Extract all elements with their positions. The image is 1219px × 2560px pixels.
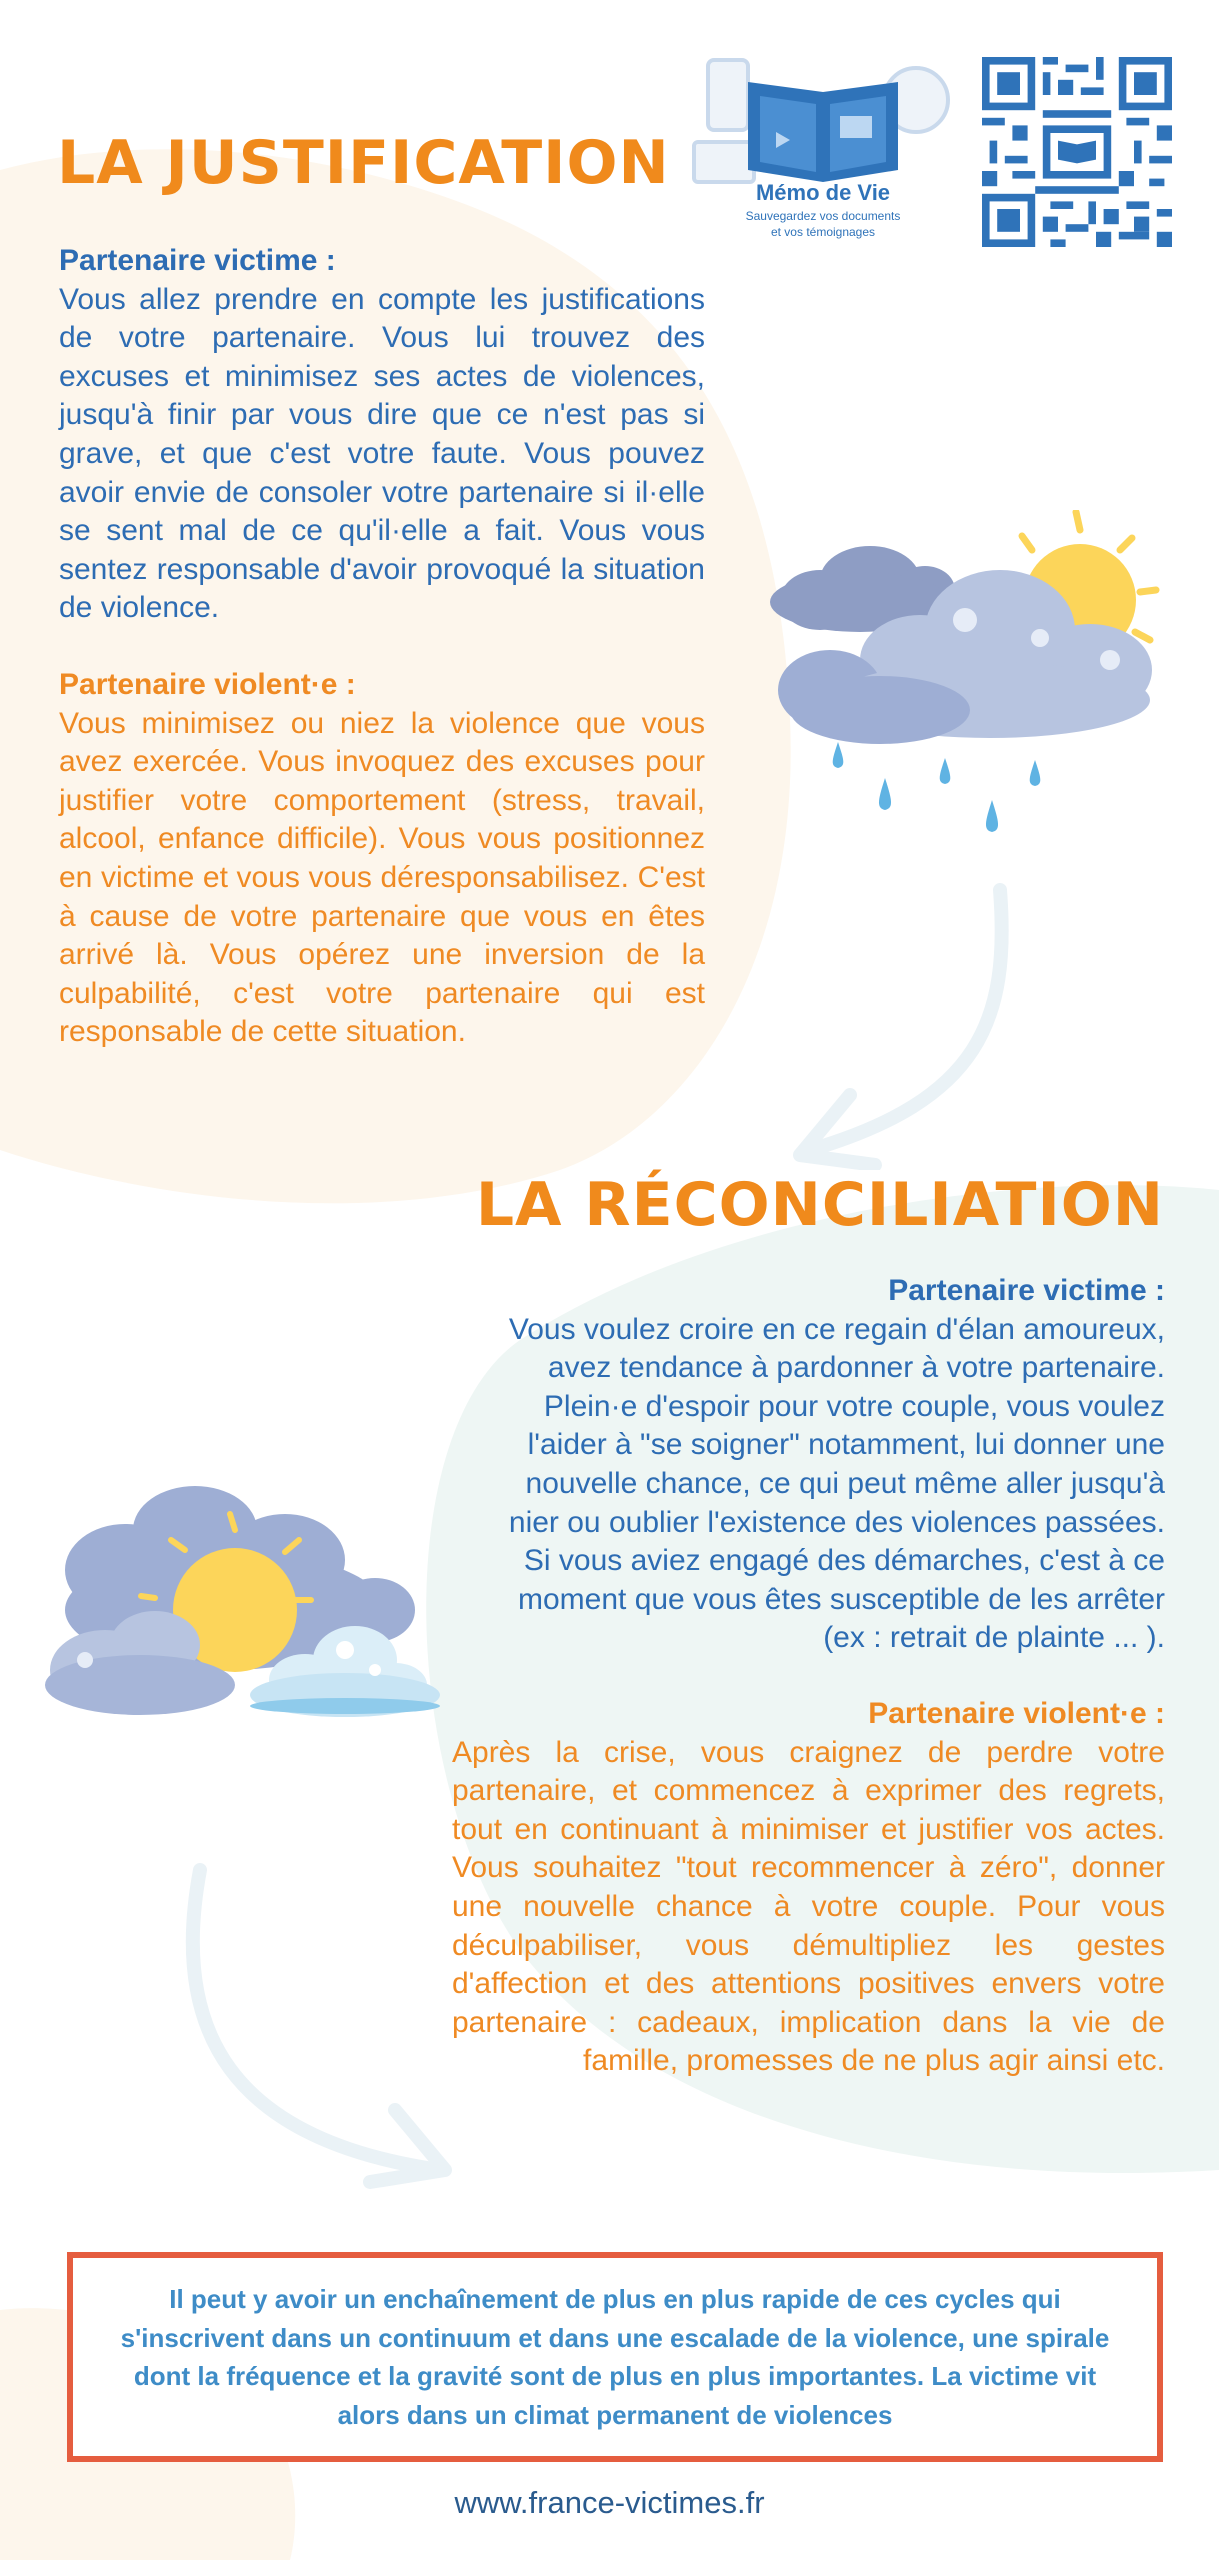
reconciliation-victim-label: Partenaire victime :: [888, 1274, 1165, 1307]
reconciliation-victim-line: l'aider à "se soigner" notamment, lui donner une: [527, 1428, 1165, 1462]
justification-body: [59, 242, 705, 1052]
footer-url-link[interactable]: www.france-victimes.fr: [454, 2485, 765, 2520]
reconciliation-violent-label: Partenaire violent·e :: [868, 1697, 1165, 1730]
callout-text: Il peut y avoir un enchaînement de plus en plus rapide de ces cycles qui s'inscrivent dans un continuum et dans une escalade de la violence, une spirale dont la fréquence et la gravité sont de plus en plus importantes. La victime vit alors dans un climat permanent de violences: [120, 2284, 1110, 2430]
reconciliation-victim-line: Si vous aviez engagé des démarches, c'est à ce: [523, 1544, 1165, 1578]
reconciliation-violent-text: Après la crise, vous craignez de perdre votre partenaire, et commencez à exprimer des regrets, tout en continuant à minimiser et justifier vos actes. Vous souhaitez "tout recommencer à zéro", donner une nouvelle chance à votre couple. Pour vous déculpabiliser, vous démultipliez les gestes d'affection et des attentions positives envers votre partenaire : cadeaux, implication dans la vie de famille, promesses de ne plus agir ainsi etc.: [452, 1735, 1165, 2078]
callout-box: [67, 2252, 1163, 2462]
reconciliation-victim-line: Vous voulez croire en ce regain d'élan amoureux,: [508, 1312, 1165, 1346]
reconciliation-violent-block: [452, 1695, 1165, 2081]
qr-code-icon[interactable]: [982, 57, 1172, 247]
logo-title: Mémo de Vie: [755, 180, 891, 205]
justification-violent-label: Partenaire violent·e :: [59, 667, 356, 701]
rain-cloud-sun-icon: [760, 510, 1160, 860]
reconciliation-victim-line: moment que vous êtes susceptible de les arrêter: [517, 1582, 1165, 1616]
reconciliation-victim-line: avez tendance à pardonner à votre partenaire.: [547, 1351, 1165, 1385]
reconciliation-title: LA RÉCONCILIATION: [475, 1170, 1164, 1240]
arrow-down-left-icon: [780, 880, 1020, 1170]
reconciliation-victim-block: [400, 1272, 1165, 1658]
reconciliation-victim-line: nouvelle chance, ce qui peut même aller jusqu'à: [525, 1466, 1165, 1500]
logo-subtitle-line1: Sauvegardez vos documents: [745, 209, 901, 223]
justification-title: LA JUSTIFICATION: [57, 128, 670, 198]
sun-behind-clouds-icon: [45, 1470, 455, 1730]
reconciliation-victim-line: nier ou oublier l'existence des violences passées.: [508, 1505, 1165, 1539]
memo-de-vie-logo[interactable]: [688, 52, 958, 252]
justification-violent-text: Vous minimisez ou niez la violence que vous avez exercée. Vous invoquez des excuses pour justifier votre comportement (stress, travail, alcool, enfance difficile). Vous vous positionnez en victime et vous vous déresponsabilisez. C'est à cause de votre partenaire que vous en êtes arrivé là. Vous opérez une inversion de la culpabilité, c'est votre partenaire qui est responsable de cette situation.: [59, 706, 705, 1049]
justification-victim-label: Partenaire victime :: [59, 244, 336, 277]
reconciliation-victim-line: Plein·e d'espoir pour votre couple, vous voulez: [543, 1389, 1165, 1423]
arrow-down-right-icon: [170, 1860, 460, 2190]
reconciliation-victim-line: (ex : retrait de plainte ... ).: [823, 1621, 1165, 1655]
justification-victim-text: Vous allez prendre en compte les justifications de votre partenaire. Vous lui trouvez des excuses et minimisez ses actes de violences, jusqu'à finir par vous dire que ce n'est pas si grave, et que c'est votre faute. Vous pouvez avoir envie de consoler votre partenaire si il·elle se sent mal de ce qu'il·elle a fait. Vous vous sentez responsable d'avoir provoqué la situation de violence.: [59, 282, 705, 625]
logo-subtitle-line2: et vos témoignages: [770, 225, 876, 239]
